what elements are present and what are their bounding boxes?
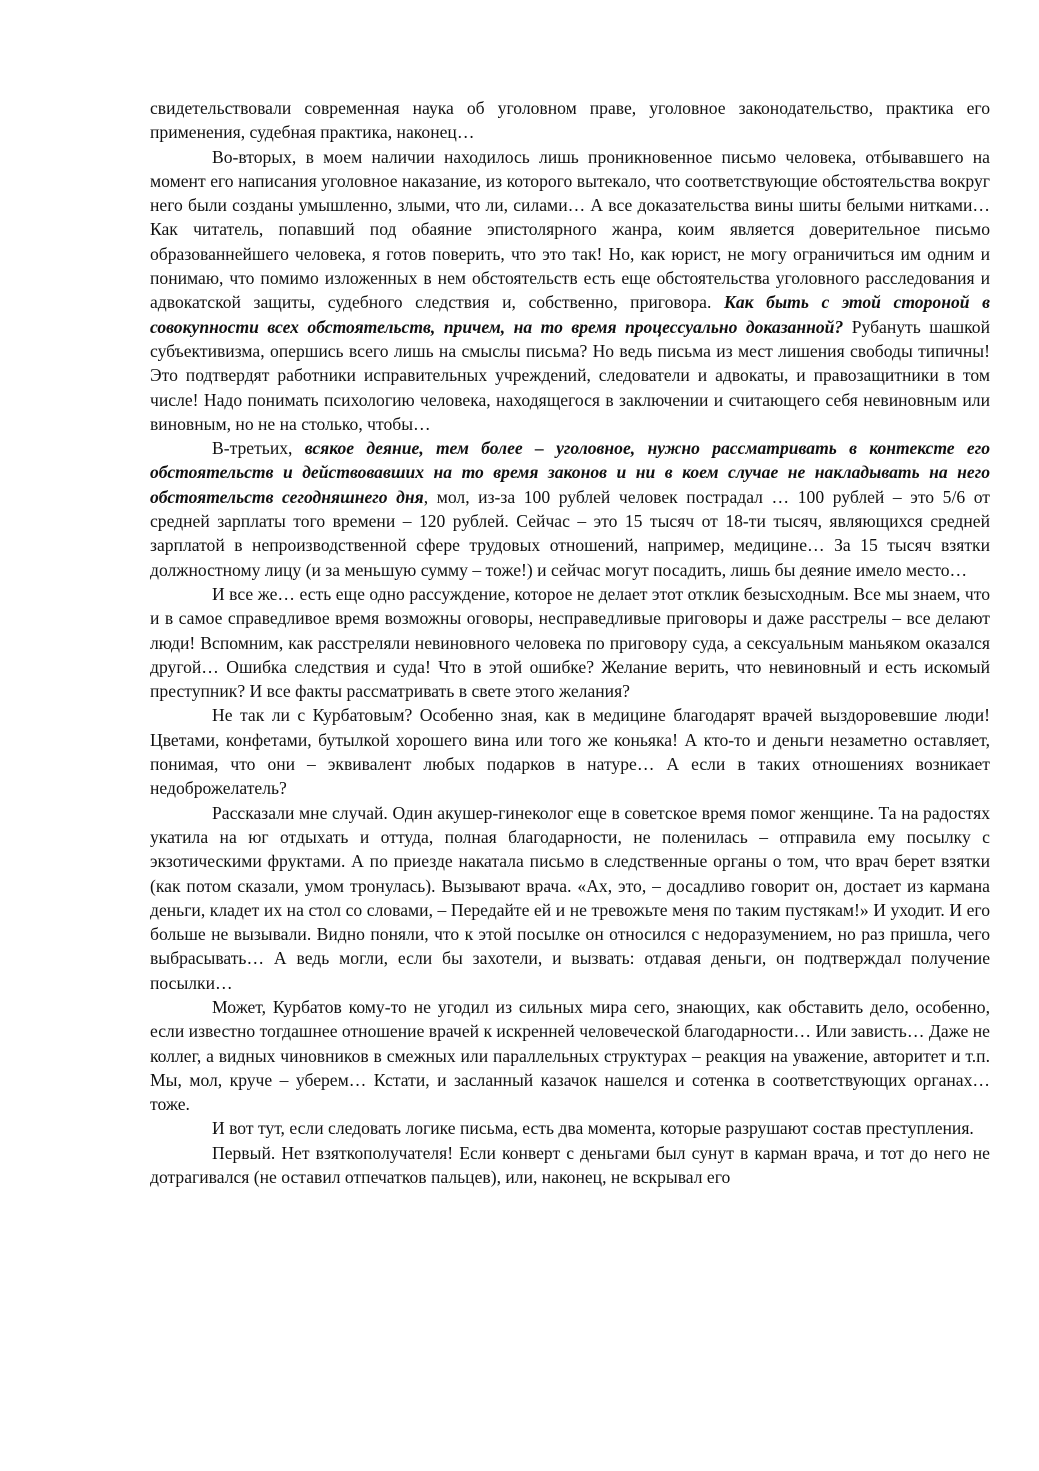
text-run: В-третьих, xyxy=(212,438,305,459)
text-run: И все же… есть еще одно рассуждение, которое не делает этот отклик безысходным. Все мы знаем, что и в самое справедливое время возможны оговоры, несправедливые приговоры и даже расстрелы – все делают люди! Вспомним, как расстреляли невиновного человека по приговору суда, а сексуальным маньяком оказался другой… Ошибка следствия и суда! Что в этой ошибке? Желание верить, что невиновный и есть искомый преступник? И все факты рассматривать в свете этого желания? xyxy=(150,583,990,702)
emphasis-text: всякое деяние, тем более – уголовное, нужно рассматривать в контексте его обстоятельств и действовавших на то время законов и ни в коем случае не накладывать на него обстоятельств сегодняшнего дня xyxy=(150,438,990,507)
paragraph xyxy=(150,145,990,437)
paragraph xyxy=(150,96,990,145)
paragraph xyxy=(150,582,990,703)
paragraph xyxy=(150,1141,990,1190)
paragraph xyxy=(150,703,990,800)
paragraph xyxy=(150,801,990,995)
text-run: Во-вторых, в моем наличии находилось лишь проникновенное письмо человека, отбывавшего на момент его написания уголовное наказание, из которого вытекало, что соответствующие обстоятельства вокруг него были созданы умышленно, злыми, что ли, силами… А все доказательства вины шиты белыми нитками… Как читатель, попавший под обаяние эпистолярного жанра, коим является доверительное письмо образованнейшего человека, я готов поверить, что это так! Но, как юрист, не могу ограничиться им одним и понимаю, что помимо изложенных в нем обстоятельств есть еще обстоятельства уголовного расследования и адвокатской защиты, судебного следствия и, собственно, приговора. xyxy=(150,146,990,313)
text-run: И вот тут, если следовать логике письма, есть два момента, которые разрушают состав преступления. xyxy=(212,1118,974,1139)
text-run: Не так ли с Курбатовым? Особенно зная, как в медицине благодарят врачей выздоровевшие люди! Цветами, конфетами, бутылкой хорошего вина или того же коньяка! А кто-то и деньги незаметно оставляет, понимая, что они – эквивалент любых подарков в натуре… А если в таких отношениях возникает недоброжелатель? xyxy=(150,705,990,799)
paragraph xyxy=(150,436,990,582)
text-run: Может, Курбатов кому-то не угодил из сильных мира сего, знающих, как обставить дело, особенно, если известно тогдашнее отношение врачей к искренней человеческой благодарности… Или зависть… Даже не коллег, а видных чиновников в смежных или параллельных структурах – реакция на уважение, авторитет и т.п. Мы, мол, круче – уберем… Кстати, и засланный казачок нашелся и сотенка в соответствующих органах… тоже. xyxy=(150,996,990,1115)
text-run: , мол, из-за 100 рублей человек пострадал … 100 рублей – это 5/6 от средней зарплаты того времени – 120 рублей. Сейчас – это 15 тысяч от 18-ти тысяч, являющихся средней зарплатой в непроизводственной сфере трудовых отношений, например, медицине… За 15 тысяч взятки должностному лицу (и за меньшую сумму – тоже!) и сейчас могут посадить, лишь бы деяние имело место… xyxy=(150,486,990,580)
text-run: Первый. Нет взяткополучателя! Если конверт с деньгами был сунут в карман врача, и тот до него не дотрагивался (не оставил отпечатков пальцев), или, наконец, не вскрывал его xyxy=(150,1142,990,1188)
emphasis-text: Как быть с этой стороной в совокупности всех обстоятельств, причем, на то время процессуально доказанной? xyxy=(150,292,990,337)
document-page xyxy=(150,96,990,1189)
text-run: Рассказали мне случай. Один акушер-гинеколог еще в советское время помог женщине. Та на радостях укатила на юг отдыхать и оттуда, полная благодарности, не поленилась – отправила ему посылку с экзотическими фруктами. А по приезде накатала письмо в следственные органы о том, что врач берет взятки (как потом сказали, умом тронулась). Вызывают врача. «Ах, это, – досадливо говорит он, достает из кармана деньги, кладет их на стол со словами, – Передайте ей и не тревожьте меня по таким пустякам!» И уходит. И его больше не вызывали. Видно поняли, что к этой посылке он относился с недоразумением, но раз пришла, чего выбрасывать… А ведь могли, если бы захотели, и вызвать: отдавая деньги, он подтверждал получение посылки… xyxy=(150,802,990,993)
text-run: свидетельствовали современная наука об уголовном праве, уголовное законодательство, практика его применения, судебная практика, наконец… xyxy=(150,98,990,143)
paragraph xyxy=(150,995,990,1116)
paragraph xyxy=(150,1116,990,1140)
text-run: Рубануть шашкой субъективизма, опершись всего лишь на смыслы письма? Но ведь письма из мест лишения свободы типичны! Это подтвердят работники исправительных учреждений, следователи и адвокаты, и правозащитники в том числе! Надо понимать психологию человека, находящегося в заключении и считающего себя невиновным или виновным, но не на столько, чтобы… xyxy=(150,316,990,434)
